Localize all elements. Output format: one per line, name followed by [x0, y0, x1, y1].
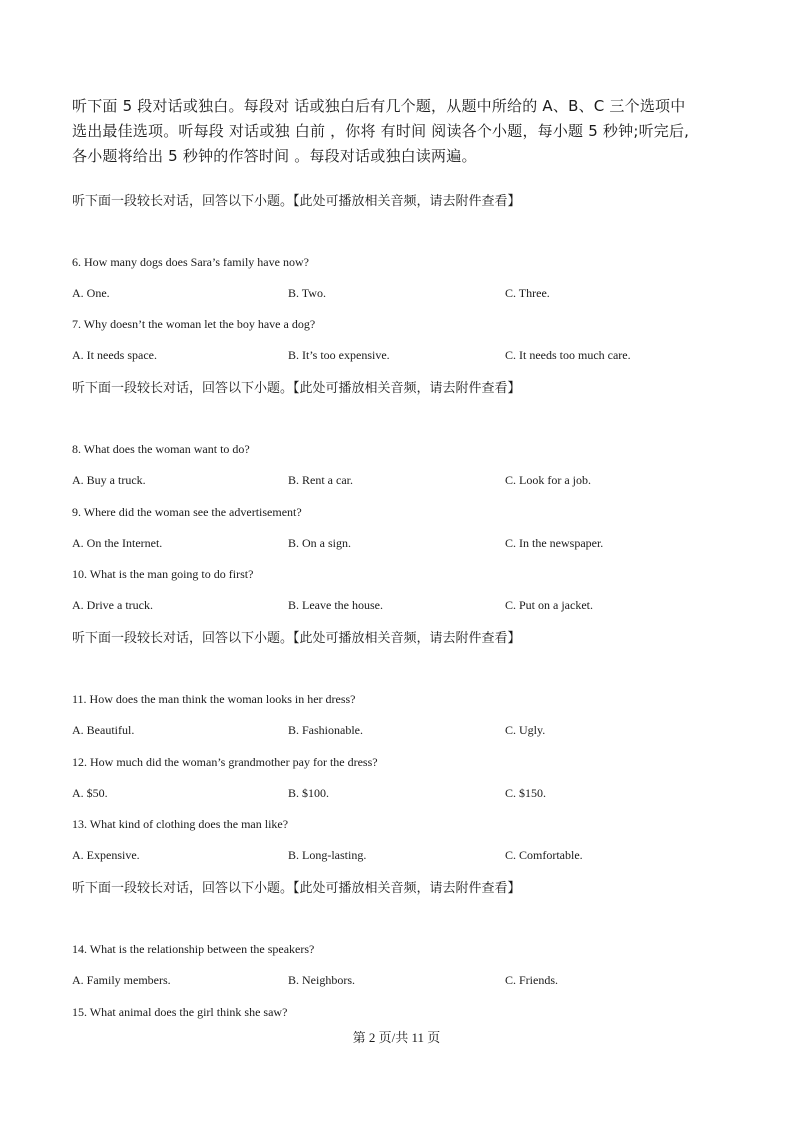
question-9: 9. Where did the woman see the advertisement?: [72, 505, 302, 519]
option-a: A. Expensive.: [72, 848, 140, 862]
question-11: 11. How does the man think the woman looks in her dress?: [72, 692, 356, 706]
options-10: [72, 598, 712, 616]
options-7: [72, 348, 712, 366]
question-6: 6. How many dogs does Sara’s family have now?: [72, 255, 309, 269]
option-c: C. $150.: [505, 786, 547, 800]
dialogue-instruction: 听下面一段较长对话，回答以下小题。【此处可播放相关音频，请去附件查看】: [72, 381, 521, 396]
option-c: C. Comfortable.: [505, 848, 583, 862]
question-12: 12. How much did the woman’s grandmother pay for the dress?: [72, 755, 378, 769]
option-b: B. On a sign.: [288, 536, 351, 550]
option-a: A. Beautiful.: [72, 723, 135, 737]
option-c: C. Ugly.: [505, 723, 546, 737]
option-b: B. Two.: [288, 286, 326, 300]
option-b: B. $100.: [288, 786, 330, 800]
option-b: B. Neighbors.: [288, 973, 355, 987]
question-10: 10. What is the man going to do first?: [72, 567, 254, 581]
option-b: B. Long-lasting.: [288, 848, 367, 862]
question-15: 15. What animal does the girl think she saw?: [72, 1005, 288, 1019]
section-instructions: [72, 94, 732, 169]
page-number-footer: 第 2 页/共 11 页: [352, 1030, 441, 1045]
options-8: [72, 473, 712, 491]
dialogue-instruction: 听下面一段较长对话，回答以下小题。【此处可播放相关音频，请去附件查看】: [72, 881, 521, 896]
options-11: [72, 723, 712, 741]
question-7: 7. Why doesn’t the woman let the boy have a dog?: [72, 317, 316, 331]
option-c: C. It needs too much care.: [505, 348, 631, 362]
options-14: [72, 973, 712, 991]
option-c: C. Three.: [505, 286, 550, 300]
dialogue-instruction: 听下面一段较长对话，回答以下小题。【此处可播放相关音频，请去附件查看】: [72, 194, 521, 209]
options-6: [72, 286, 712, 304]
option-b: B. Rent a car.: [288, 473, 353, 487]
option-a: A. Family members.: [72, 973, 171, 987]
option-c: C. Put on a jacket.: [505, 598, 593, 612]
option-c: C. Friends.: [505, 973, 559, 987]
question-13: 13. What kind of clothing does the man like?: [72, 817, 289, 831]
option-a: A. It needs space.: [72, 348, 157, 362]
question-14: 14. What is the relationship between the speakers?: [72, 942, 315, 956]
instructions-line-3: 各小题将给出 5 秒钟的作答时间 。每段对话或独白读两遍。: [72, 147, 477, 165]
option-c: C. In the newspaper.: [505, 536, 604, 550]
options-13: [72, 848, 712, 866]
option-b: B. Leave the house.: [288, 598, 383, 612]
options-12: [72, 786, 712, 804]
option-a: A. Drive a truck.: [72, 598, 153, 612]
instructions-line-2: 选出最佳选项。听每段 对话或独 白前 ，你将 有时间 阅读各个小题，每小题 5 秒钟;听完后,: [72, 122, 690, 140]
option-a: A. Buy a truck.: [72, 473, 146, 487]
option-b: B. Fashionable.: [288, 723, 363, 737]
option-a: A. On the Internet.: [72, 536, 163, 550]
question-8: 8. What does the woman want to do?: [72, 442, 250, 456]
option-a: A. $50.: [72, 786, 108, 800]
option-b: B. It’s too expensive.: [288, 348, 390, 362]
options-9: [72, 536, 712, 554]
option-a: A. One.: [72, 286, 110, 300]
option-c: C. Look for a job.: [505, 473, 591, 487]
dialogue-instruction: 听下面一段较长对话，回答以下小题。【此处可播放相关音频，请去附件查看】: [72, 631, 521, 646]
instructions-line-1: 听下面 5 段对话或独白。每段对 话或独白后有几个题，从题中所给的 A、B、C 三个选项中: [72, 97, 686, 115]
